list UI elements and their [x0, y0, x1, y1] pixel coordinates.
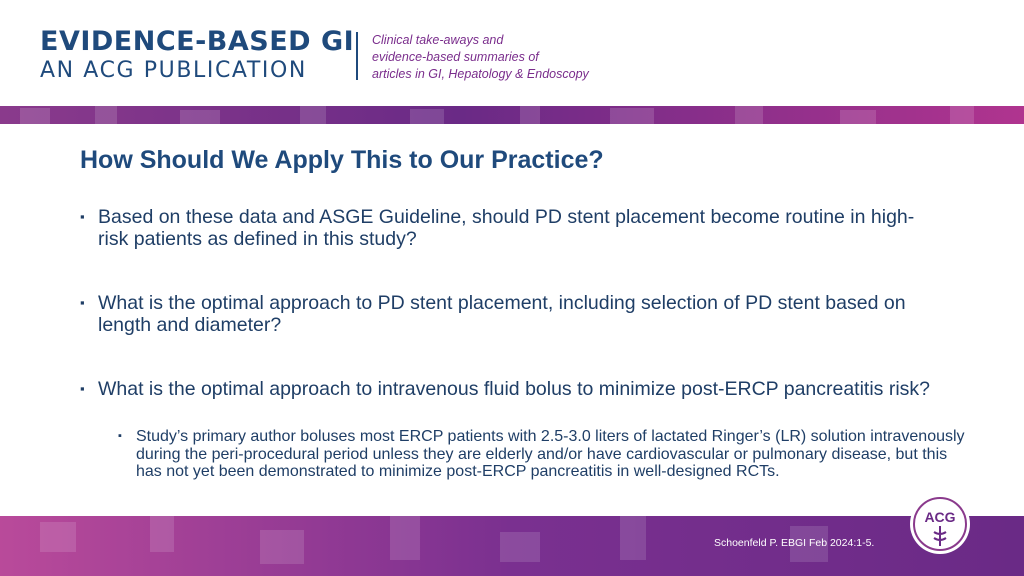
acg-logo-icon: [908, 492, 972, 556]
slide-title: How Should We Apply This to Our Practice?: [80, 146, 604, 174]
sub-bullet-text: Study’s primary author boluses most ERCP patients with 2.5-3.0 liters of lactated Ringer’s (LR) solution intravenously during the peri-procedural period unless they are elderly and/or have cardiovascular or pulmonary disease, but this has not yet been demonstrated to minimize post-ERCP pancreatitis in well-designed RCTs.: [136, 428, 965, 480]
sub-bullet-item: [118, 428, 968, 481]
tagline-line: evidence-based summaries of: [372, 50, 539, 64]
tagline-line: Clinical take-aways and: [372, 33, 504, 47]
bullet-text: What is the optimal approach to PD stent placement, including selection of PD stent based on length and diameter?: [98, 292, 906, 336]
bullet-marker-icon: ▪: [80, 381, 85, 396]
tagline: [372, 32, 589, 83]
bullet-item: [80, 378, 940, 400]
bullet-marker-icon: ▪: [80, 295, 85, 310]
brand-divider: [356, 32, 358, 80]
bullet-item: [80, 206, 940, 250]
bullet-text: Based on these data and ASGE Guideline, should PD stent placement become routine in high-risk patients as defined in this study?: [98, 206, 915, 250]
acg-logo: [908, 492, 972, 556]
sub-bullet-marker-icon: ▪: [118, 430, 122, 442]
brand-title: EVIDENCE-BASED GI: [40, 26, 355, 57]
bullet-item: [80, 292, 940, 336]
acg-logo-text: ACG: [924, 509, 956, 525]
bullet-text: What is the optimal approach to intravenous fluid bolus to minimize post-ERCP pancreatitis risk?: [98, 378, 931, 400]
citation: Schoenfeld P. EBGI Feb 2024:1-5.: [714, 537, 875, 549]
bullet-marker-icon: ▪: [80, 209, 85, 224]
header: [0, 0, 1024, 108]
tagline-line: articles in GI, Hepatology & Endoscopy: [372, 67, 589, 81]
brand-subtitle: AN ACG PUBLICATION: [40, 58, 307, 83]
